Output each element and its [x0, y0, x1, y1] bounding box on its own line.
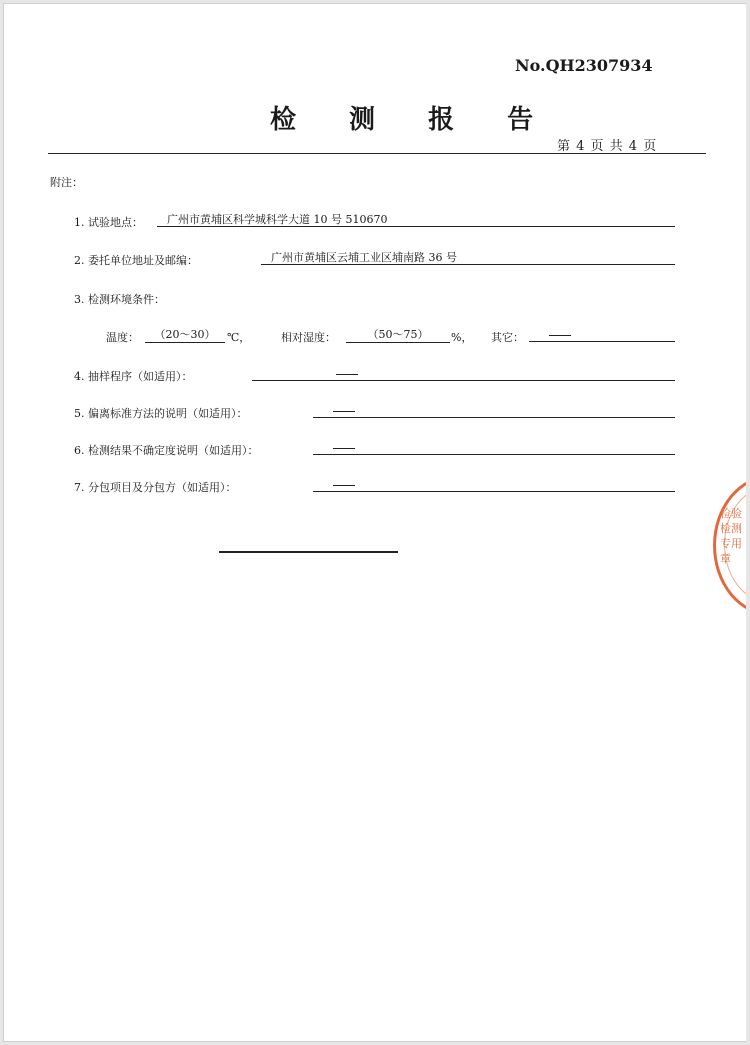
- page-title: 检 测 报 告: [270, 105, 556, 135]
- temperature-value-line: [145, 328, 225, 343]
- temperature-value: （20～30）: [154, 328, 216, 341]
- report-number: No.QH2307934: [515, 56, 653, 75]
- report-page: [3, 3, 748, 1042]
- other-value-line: [529, 328, 675, 342]
- humidity-value-line: [346, 328, 450, 343]
- page-counter: 第 4 页 共 4 页: [557, 139, 658, 154]
- client-address-value: 广州市黄埔区云埔工业区埔南路 36 号: [271, 251, 457, 264]
- test-location-label: 1. 试验地点：: [74, 216, 143, 229]
- humidity-unit: %，: [451, 331, 473, 344]
- subcontract-dash: [333, 485, 355, 486]
- seal-text: 检验检测专用章: [720, 507, 742, 565]
- uncertainty-value-line: [313, 441, 675, 455]
- note-label: 附注：: [50, 176, 83, 189]
- test-location-value: 广州市黄埔区科学城科学大道 10 号 510670: [167, 213, 388, 226]
- temperature-unit: ℃，: [227, 331, 251, 344]
- subcontract-value-line: [313, 478, 675, 492]
- sampling-label: 4. 抽样程序（如适用）：: [74, 370, 193, 383]
- deviation-dash: [333, 411, 355, 412]
- deviation-label: 5. 偏离标准方法的说明（如适用）：: [74, 407, 248, 420]
- temperature-label: 温度：: [106, 331, 139, 344]
- client-address-label: 2. 委托单位地址及邮编：: [74, 254, 198, 267]
- header-divider: [48, 153, 706, 154]
- deviation-value-line: [313, 404, 675, 418]
- humidity-label: 相对湿度：: [281, 331, 336, 344]
- other-label: 其它：: [491, 331, 524, 344]
- env-conditions-label: 3. 检测环境条件：: [74, 293, 165, 306]
- other-dash: [549, 335, 571, 336]
- humidity-value: （50～75）: [367, 328, 429, 341]
- subcontract-label: 7. 分包项目及分包方（如适用）：: [74, 481, 237, 494]
- sampling-value-line: [252, 367, 675, 381]
- test-location-value-line: [157, 213, 675, 227]
- viewer-right-margin: [746, 0, 750, 1045]
- client-address-value-line: [261, 251, 675, 265]
- end-of-report-line: [219, 551, 398, 553]
- uncertainty-label: 6. 检测结果不确定度说明（如适用）：: [74, 444, 259, 457]
- sampling-dash: [336, 374, 358, 375]
- uncertainty-dash: [333, 448, 355, 449]
